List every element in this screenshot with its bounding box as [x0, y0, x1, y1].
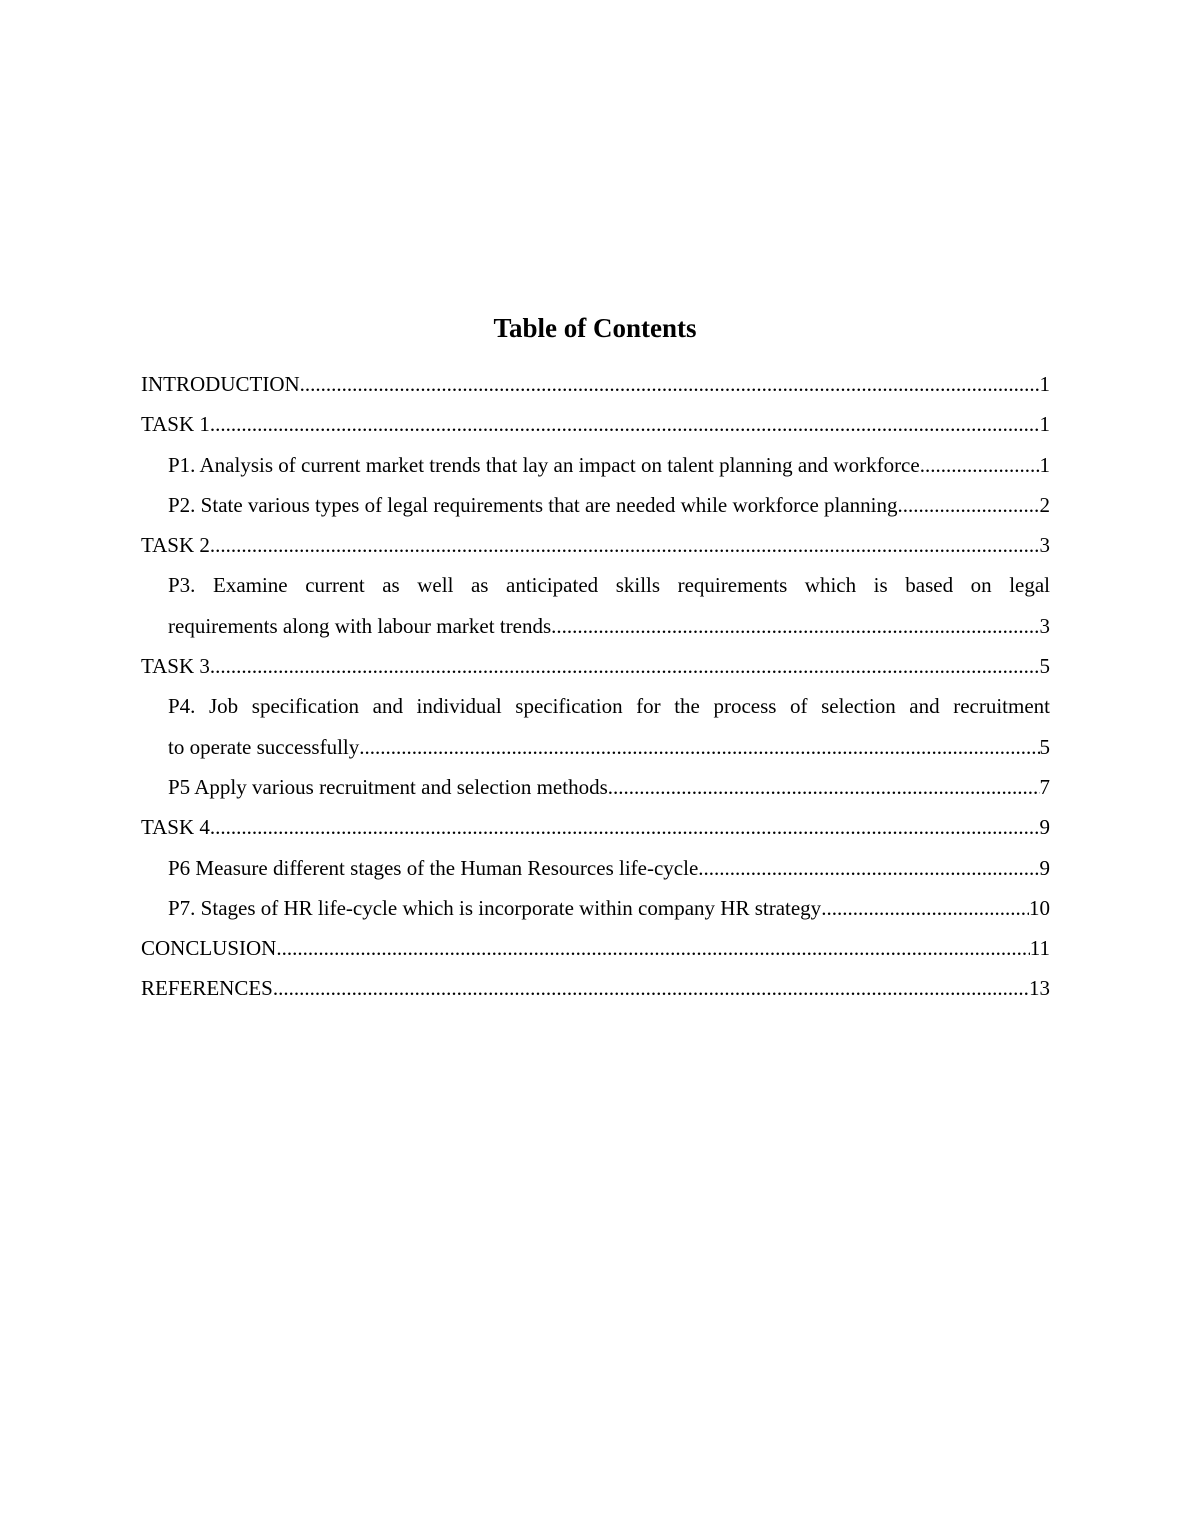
dot-leader [821, 888, 1029, 928]
toc-entry-label: TASK 2 [141, 533, 210, 558]
toc-page-number: 5 [1039, 734, 1050, 759]
toc-entry-p3[interactable] [141, 565, 1050, 646]
toc-entry-label: P1. Analysis of current market trends that lay an impact on talent planning and workforce. [168, 452, 925, 477]
toc-entry-label-line-1: P3. Examine current as well as anticipated skills requirements which is based on legal [168, 573, 1050, 598]
toc-entry-task-4[interactable] [141, 807, 1050, 847]
dot-leader [925, 445, 1040, 485]
toc-page-number: 13 [1029, 976, 1050, 1001]
toc-entry-label: P7. Stages of HR life-cycle which is incorporate within company HR strategy [168, 895, 822, 920]
toc-entry-label: INTRODUCTION [141, 372, 300, 396]
toc-page-number: 10 [1029, 895, 1050, 920]
toc-entry-label: CONCLUSION [141, 936, 277, 961]
toc-entry-p7[interactable] [141, 888, 1050, 928]
toc-entry-label-line-1: P4. Job specification and individual specification for the process of selection and recruitment [168, 694, 1050, 719]
dot-leader [210, 646, 1040, 686]
toc-entry-last-line [168, 606, 1050, 646]
toc-entry-p4[interactable] [141, 686, 1050, 767]
dot-leader [210, 525, 1040, 565]
toc-entry-label: TASK 3 [141, 654, 210, 679]
table-of-contents [141, 364, 1050, 1009]
dot-leader [698, 848, 1039, 888]
toc-entry-label-line-2: requirements along with labour market trends. [168, 613, 557, 638]
dot-leader [556, 606, 1039, 646]
toc-entry-p2[interactable] [141, 485, 1050, 525]
toc-entry-task-2[interactable] [141, 525, 1050, 565]
dot-leader [276, 928, 1029, 968]
toc-entry-p1[interactable] [141, 445, 1050, 485]
toc-page-number: 7 [1039, 774, 1050, 799]
toc-entry-label-line-2: to operate successfully [168, 734, 360, 759]
dot-leader [613, 767, 1040, 807]
dot-leader [898, 485, 1040, 525]
toc-entry-label: TASK 4 [141, 815, 210, 840]
toc-entry-last-line [168, 727, 1050, 767]
toc-entry-task-3[interactable] [141, 646, 1050, 686]
toc-page-number: 9 [1039, 855, 1050, 880]
toc-entry-label: TASK 1 [141, 412, 210, 437]
toc-page-number: 1 [1039, 372, 1050, 396]
toc-entry-introduction[interactable] [141, 364, 1050, 404]
toc-entry-references[interactable] [141, 968, 1050, 1008]
toc-entry-label: P5 Apply various recruitment and selection methods. [168, 774, 613, 799]
dot-leader [359, 727, 1039, 767]
toc-page-number: 1 [1039, 412, 1050, 437]
toc-entry-p5[interactable] [141, 767, 1050, 807]
toc-page-number: 11 [1029, 936, 1050, 961]
toc-page-number: 3 [1039, 613, 1050, 638]
toc-entry-label: REFERENCES [141, 976, 273, 1001]
dot-leader [300, 364, 1040, 404]
toc-entry-task-1[interactable] [141, 404, 1050, 444]
dot-leader [210, 404, 1040, 444]
toc-page-number: 9 [1039, 815, 1050, 840]
toc-page-number: 3 [1039, 533, 1050, 558]
toc-page-number: 5 [1039, 654, 1050, 679]
toc-entry-label: P2. State various types of legal requirements that are needed while workforce planning [168, 492, 898, 517]
toc-entry-p6[interactable] [141, 848, 1050, 888]
toc-page-number: 1 [1039, 452, 1050, 477]
toc-heading: Table of Contents [493, 313, 697, 343]
toc-page-number: 2 [1039, 492, 1050, 517]
toc-entry-label: P6 Measure different stages of the Human Resources life-cycle [168, 855, 699, 880]
dot-leader [273, 968, 1029, 1008]
toc-entry-conclusion[interactable] [141, 928, 1050, 968]
dot-leader [210, 807, 1040, 847]
